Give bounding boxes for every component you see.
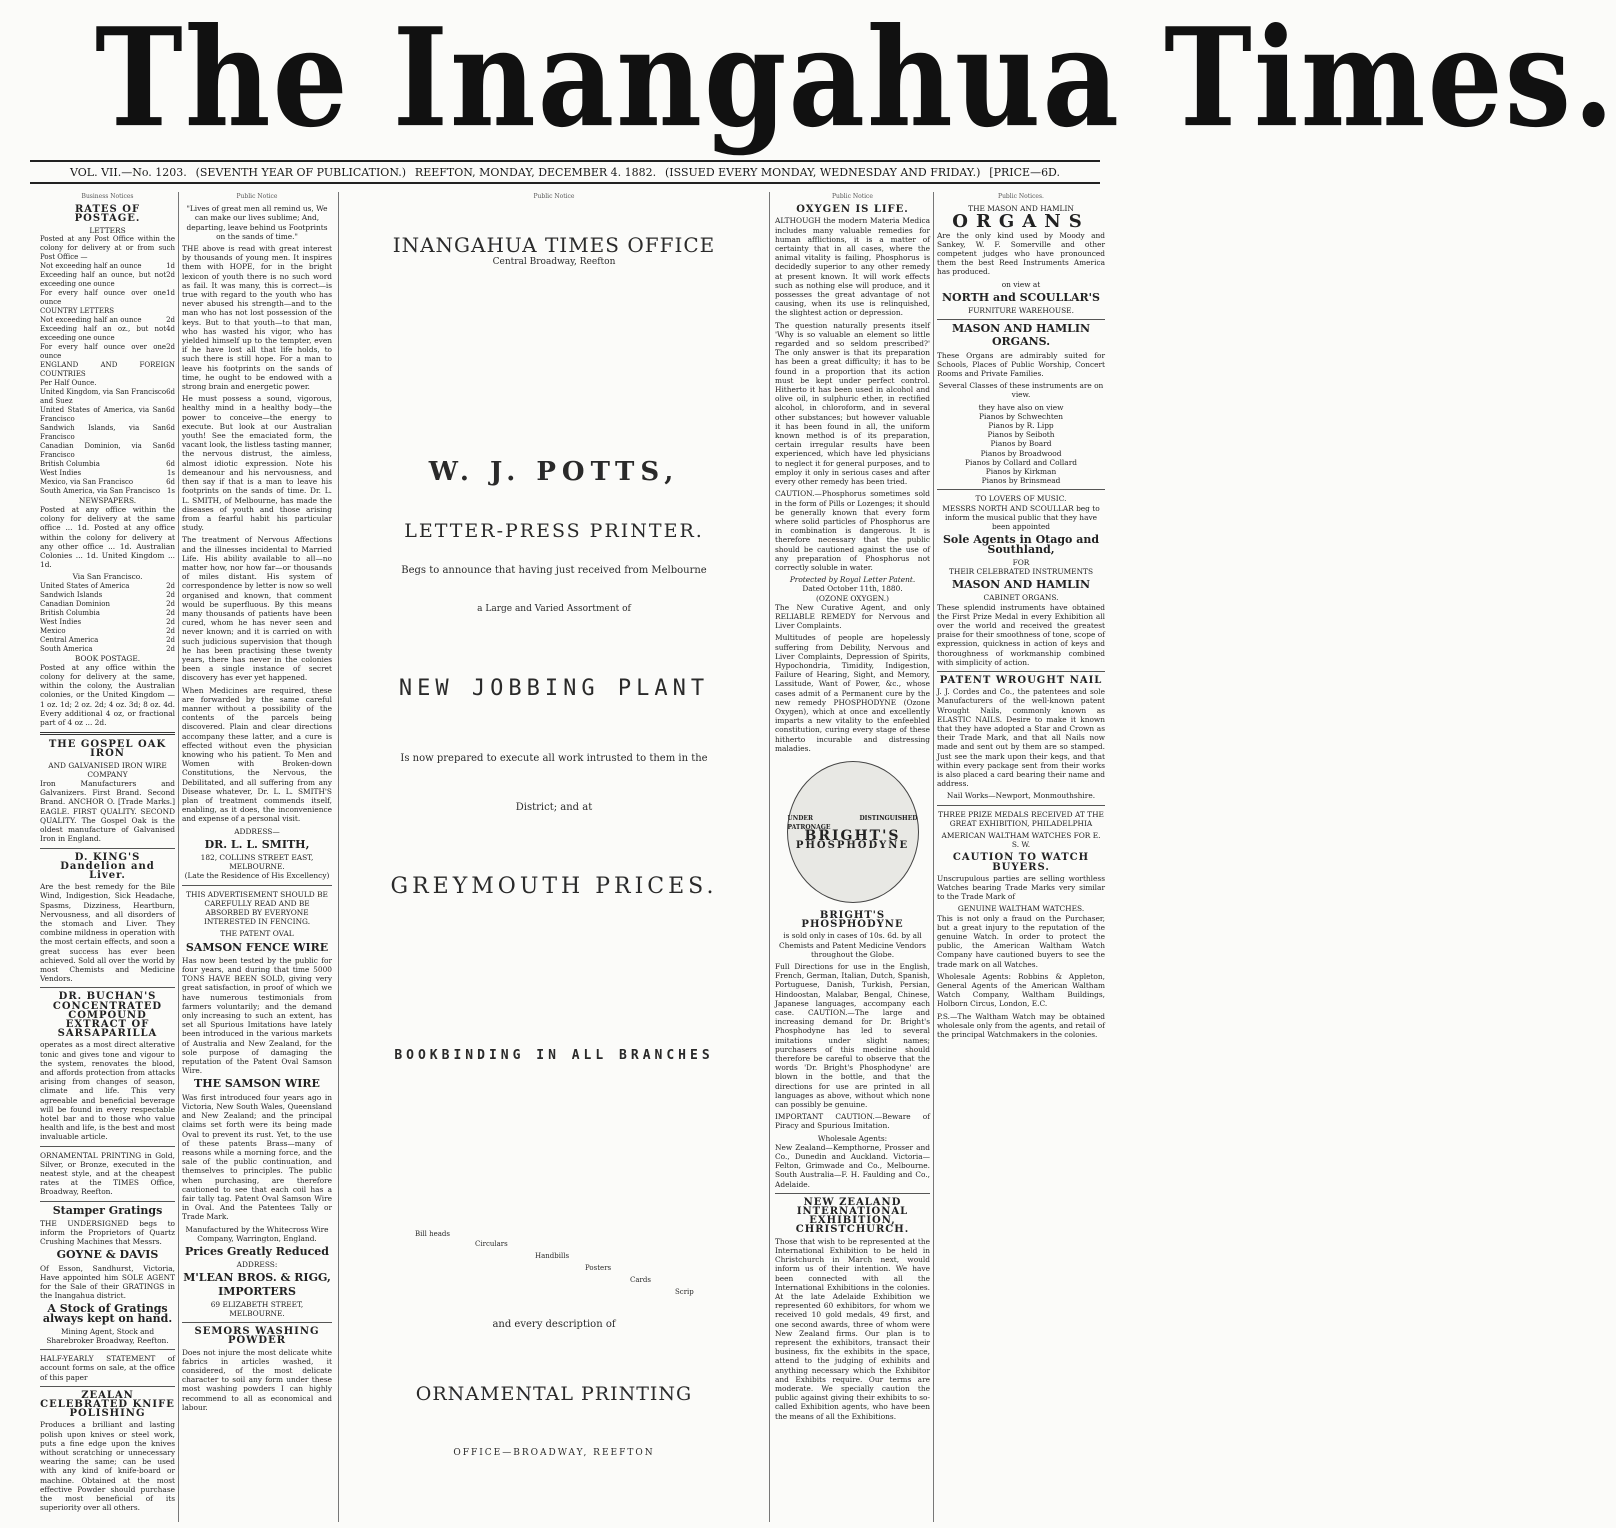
nz-exhibition-text: Those that wish to be represented at the International Exhibition to be held in Christchurch in March next, would inform us of their intention. We have been connected with all the International Exhibitions in the colonies. At the late Adelaide Exhibition we represented 60 exhibitors, for whom we received 10 gold medals, 49 first, and one second awards, three of whom were New Zealand firms. Our plan is to represent the exhibitors, transact their business, fix the exhibits in the space, attend to the judging of exhibits and anything necessary which the Exhibitor and Exhibits require. Our terms are moderate. We specially caution the public against giving their exhibits to so-called Exhibition agents, who have been the means of all the Exhibitions. [775,1236,930,1421]
column-3-display-ad [345,192,763,1522]
ad-prepared: Is now prepared to execute all work intrusted to them in the [400,752,708,764]
mason-cabinet: MASON AND HAMLIN [951,578,1091,592]
organs-2: ORGANS. [991,335,1051,349]
piano-item: Pianos by Schwechten [978,411,1063,421]
buchan-text: operates as a most direct alterative tonic and gives tone and vigour to the system, renovates the blood, and affords protection from attacks arising from changes of season, climate and life. This very agreeable and beneficial beverage will be found in every respectable hotel bar and to those who value health and life, is the best and most invaluable article. [40,1040,175,1142]
rate-row [40,442,175,460]
phosphodyne-seal [787,761,919,903]
column-rule [769,192,770,1522]
rate-label: United States of America, via San Francisco [40,405,167,423]
rate-label: Not exceeding half an ounce [40,261,142,270]
rate-value: 6d [166,405,175,414]
stock-gratings: A Stock of Gratings always kept on hand. [42,1302,173,1325]
multitudes: Multitudes of people are hopelessly suffering from Debility, Nervous and Liver Complaints, Depression of Spirits, Hypochondria, Timidity, Indigestion, Failure of Hearing, Sight, and Memory, Lassitude, Want of Power, &c., whose cases admit of a Permanent cure by the new remedy PHOSPHODYNE (Ozone Oxygen), which at once and excellently imparts a new vitality to the enfeebled constitution, curing every stage of these hitherto incurable and distressing maladies. [775,633,930,753]
divider [40,987,175,988]
rate-label: British Columbia [40,608,100,617]
divider [937,671,1105,672]
king-title: D. KING'S Dandelion and Liver. [60,851,155,881]
organs2-text: These Organs are admirably suited for Schools, Places of Public Worship, Concert Rooms and Private Families. [937,350,1105,379]
gospel-title: THE GOSPEL OAK IRON [48,739,167,760]
rate-row [40,361,175,379]
rate-row [40,609,175,618]
wholesale-label: Wholesale Agents: [817,1133,888,1143]
patent-nail-title: PATENT WROUGHT NAIL [939,674,1103,686]
ad-greymouth-prices: GREYMOUTH PRICES. [390,874,718,900]
rate-row [40,289,175,307]
column-header: Public Notice [533,193,575,200]
ad-office-address: OFFICE—BROADWAY, REEFTON [453,1447,655,1458]
smith-text-2: He must possess a sound, vigorous, healthy mind in a healthy body—the power to conceive—the energy to execute. But look at our Australian youth! See the emaciated form, the vacant look, the listless tasting manner, the nervous distrust, the aimless, almost idiotic expression. Note his demeanour and his nervousness, and then say if that is a man to leave his footprints on the sands of time. Dr. L. L. SMITH, of Melbourne, has made the diseases of youth and those arising from a fearful habit his particular study. [182,394,332,533]
seal-bottom: PHOSPHODYNE [795,840,910,852]
samson-fence-text: Has now been tested by the public for four years, and during that time 5000 TONS HAVE BEEN SOLD, giving very great satisfaction, in proof of which we have numerous testimonials from farmers voluntarily; and the demand only increasing to such an extent, has set all Spurious Imitations have lately been introduced in the various markets of Australia and New Zealand, for the sole purpose of damaging the reputation of the Patent Oval Samson Wire. [182,955,332,1076]
divider [937,805,1105,806]
rate-value: 6d [166,459,175,468]
bright-title: BRIGHT'S PHOSPHODYNE [801,909,904,931]
washing-title: SEMORS WASHING POWDER [194,1326,320,1347]
list-item: Handbills [535,1252,570,1261]
volume-number: VOL. VII.—No. 1203. [70,166,187,179]
piano-item: Pianos by Seiboth [987,430,1055,440]
rate-label: Sandwich Islands [40,590,103,599]
rate-value: 6d [166,477,175,486]
goyne-text: Of Esson, Sandhurst, Victoria, Have appointed him SOLE AGENT for the Sale of their GRATINGS in the Inangahua district. [40,1263,175,1301]
important-caution: IMPORTANT CAUTION.—Beware of Piracy and Spurious Imitation. [775,1112,930,1131]
on-view: on view at [1001,279,1041,289]
oxygen-text-3: CAUTION.—Phosphorus sometimes sold in the form of Pills or Lozenges; it should be generally known that every form where solid particles of Phosphorus are in combination is dangerous. It is therefore necessary that the public should be cautioned against the use of any preparation of Phosphorus not correctly soluble in water. [775,489,930,572]
divider [182,1322,332,1323]
ad-proprietor: W. J. POTTS, [428,456,680,487]
rate-label: Exceeding half an oz., but not exceeding one ounce [40,324,167,342]
rate-row [40,307,175,316]
rate-row [40,379,175,388]
manufactured-by: Manufactured by the Whitecross Wire Company, Warrington, England. [185,1224,329,1243]
rate-row [40,388,175,406]
ad-bookbinding: BOOKBINDING IN ALL BRANCHES [394,1048,714,1064]
news-rates [40,582,175,654]
advert-note: THIS ADVERTISEMENT SHOULD BE CAREFULLY READ AND BE ABSORBED BY EVERYONE INTERESTED IN FENCING. [186,889,328,927]
publication-year: (SEVENTH YEAR OF PUBLICATION.) [195,166,407,179]
column-1 [40,192,175,1522]
zealand-title: ZEALAN CELEBRATED KNIFE POLISHING [40,1389,175,1420]
rate-row [40,618,175,627]
rate-row [40,325,175,343]
samson-wire-text: Was first introduced four years ago in Victoria, New South Wales, Queensland and New Zealand; and the principal claims set forth were its being made Oval to prevent its rust. Yet, to the use of these patents Brass—many of reasons while a morning force, and the sale of the public continuation, and themselves to principles. The public when purchasing, are therefore cautioned to see that each coil has a fair tally tag. Patent Oval Samson Wire in Oval. And the Patentees Tally or Trade Mark. [182,1092,332,1222]
celebrated: THEIR CELEBRATED INSTRUMENTS [948,566,1094,576]
rate-row [40,487,175,496]
column-rule [933,192,934,1522]
dated: Dated October 11th, 1880. [802,584,903,594]
for-label: FOR [1012,557,1030,567]
divider [40,1386,175,1387]
rate-value: 6d [166,387,175,396]
several-classes: Several Classes of these instruments are on view. [938,381,1104,400]
rate-row [40,582,175,591]
rate-row [40,235,175,262]
divider [937,489,1105,490]
rate-label: Not exceeding half an ounce [40,315,142,324]
rate-row [40,600,175,609]
rate-label: United States of America [40,581,130,590]
agents: New Zealand—Kempthorne, Prosser and Co., Dunedin and Auckland. Victoria—Felton, Grimwade and Co., Melbourne. South Australia—F. H. Faulding and Co., Adelaide. [775,1142,930,1189]
doctor-address: 182, COLLINS STREET EAST, MELBOURNE. [200,853,314,872]
rate-value: 4d [166,324,175,333]
ad-stationery-list [345,1230,763,1320]
sole-agents: Sole Agents in Otago and Southland, [942,533,1100,556]
column-4 [775,192,930,1522]
oxygen-text-1: ALTHOUGH the modern Materia Medica includes many valuable remedies for human afflictions, it is a matter of certainty that in all cases, where the animal vitality is failing, Phosphorus is decidedly superior to any other remedy at present known. It will work effects such as nothing else will produce, and it possesses the great advantage of not causing, when its use is relinquished, the slightest action or depression. [775,216,930,318]
smith-text-1: THE above is read with great interest by thousands of young men. It inspires them with HOPE, for in the bright lexicon of youth there is no such word as fail. It was many, this is correct—is true with regard to the youth who has never abused his strength—and to the man who has not lost possession of the keys. But to that youth—to that man, who has wasted his vigor, who has yielded himself up to the tempter, even if he have lost all that life holds, to such there is still hope. For a man to leave his footprints on the sands of time, he ought to be endowed with a strong brain and energetic power. [182,244,332,392]
oxygen-text-2: The question naturally presents itself 'Why is so valuable an element so little regarded and so seldom prescribed?' The only answer is that its preparation has been a great difficulty; it has to be found in a proportion that its action must be kept under perfect control. Hitherto it has been used in alcohol and olive oil, in sulphuric ether, in rectified alcohol, in chloroform, and in several other substances; but however valuable it has been found in all, the uniform known method is of its preparation, certain irregular results have been experienced, which have led physicians to neglect it for general purposes, and to employ it only in serious cases and after every other remedy has been tried. [775,320,930,487]
ad-printer: LETTER-PRESS PRINTER. [404,519,704,542]
masthead [0,0,1616,158]
poem: "Lives of great men all remind us, We can make our lives sublime; And, departing, leave behind us Footprints on the sands of time." [186,204,328,241]
piano-item: Pianos by Collard and Collard [965,457,1077,467]
list-item: Scrip [675,1288,694,1297]
ad-district: District; and at [515,801,593,813]
doctor-note: (Late the Residence of His Excellency) [184,871,330,881]
rate-row [40,591,175,600]
ad-ornamental-printing: ORNAMENTAL PRINTING [415,1382,693,1405]
address2: ADDRESS: [236,1260,278,1270]
buchan-title: DR. BUCHAN'S CONCENTRATED COMPOUND EXTRACT OF SARSAPARILLA [52,991,163,1040]
list-item: Posters [585,1264,612,1273]
organs-heading: ORGANS [952,211,1090,233]
ad-every-description: and every description of [492,1319,616,1331]
prices-reduced: Prices Greatly Reduced [185,1244,329,1258]
they-have: they have also on view [978,402,1064,412]
divider [40,1349,175,1350]
importers: IMPORTERS [218,1284,296,1298]
list-item: Cards [630,1276,651,1285]
washing-text: Does not injure the most delicate white fabrics in articles washed, it considered, of the most delicate character to soil any form under these most washing powders I can highly recommend to all as economical and labour. [182,1347,332,1412]
postage-rates [40,235,175,496]
rate-value: 2d [166,608,175,617]
dateline [30,160,1100,184]
bright-sold: is sold only in cases of 10s. 6d. by all Chemists and Patent Medicine Vendors throughout the Globe. [778,931,927,959]
piano-item: Pianos by Brinsmead [981,476,1061,486]
smith-text-4: When Medicines are required, these are forwarded by the same careful manner without a possibility of the contents of the parcels being discovered. Plain and clear directions accompany these latter, and a cure is effected without even the physician knowing who his patient. To Men and Women with Broken-down Constitutions, the Nervous, the Debilitated, and all suffering from any Disease whatever, Dr. L. L. SMITH'S plan of treatment commends itself, enabling, as it does, the inconvenience and expense of a personal visit. [182,685,332,824]
rate-value: 2d [166,590,175,599]
rate-row [40,424,175,442]
ornamental-printing-ad: ORNAMENTAL PRINTING in Gold, Silver, or Bronze, executed in the neatest style, and at the cheapest rates at the TIMES Office, Broadway, Reefton. [40,1150,175,1197]
rate-row [40,478,175,487]
rate-value: 2d [166,270,175,279]
gospel-sub: AND GALVANISED IRON WIRE COMPANY [48,760,167,779]
rate-label: Per Half Ounce. [40,378,97,387]
rate-label: West Indies [40,617,82,626]
rate-label: South America, via San Francisco [40,486,161,495]
lovers-of-music: TO LOVERS OF MUSIC. [975,494,1067,504]
cabinet-organs: CABINET ORGANS. [983,593,1059,603]
rate-label: Mexico, via San Francisco [40,477,134,486]
newspapers-heading: NEWSPAPERS. [78,495,137,505]
elizabeth-street: 69 ELIZABETH STREET, MELBOURNE. [210,1299,304,1318]
rate-value: 2d [166,581,175,590]
piano-item: Pianos by Kirkman [985,467,1057,477]
protected: Protected by Royal Letter Patent. [789,575,916,585]
postage-title: RATES OF POSTAGE. [74,204,141,225]
samson-fence-title: SAMSON FENCE WIRE [185,940,329,954]
half-yearly: HALF-YEARLY STATEMENT of account forms on sale, at the office of this paper [40,1354,175,1382]
patent-oval: THE PATENT OVAL [220,929,294,939]
piano-item: Pianos by Broadwood [980,448,1062,458]
mclean-bros: M'LEAN BROS. & RIGG, [183,1271,331,1285]
bright-text: Full Directions for use in the English, French, German, Italian, Dutch, Spanish, Portuguese, Danish, Turkish, Persian, Hindoostan, Malabar, Bengal, Chinese, Japanese languages, accompany each case. CAUTION.—The large and increasing demand for Dr. Bright's Phosphodyne has led to several imitations under slight names; purchasers of this medicine should therefore be careful to observe that the words 'Dr. Bright's Phosphodyne' are blown in the bottle, and that the directions for use are printed in all languages as above, without which none can possibly be genuine. [775,962,930,1110]
ad-location: Central Broadway, Reefton [492,257,616,268]
divider [182,885,332,886]
cabinet-text: These splendid instruments have obtained the First Prize Medal in every Exhibition all over the world and received the greatest praise for their smoothness of tone, scope of expression, quickness in action of keys and thoroughness of workmanship combined with simplicity of action. [937,602,1105,667]
rate-value: 2d [166,617,175,626]
rate-label: South America [40,644,93,653]
stamper-text: THE UNDERSIGNED begs to inform the Proprietors of Quartz Crushing Machines that Messrs. [40,1218,175,1247]
rate-value: 6d [166,441,175,450]
ad-announce: Begs to announce that having just received from Melbourne [401,565,707,577]
divider [40,1146,175,1147]
stamper-title: Stamper Gratings [52,1203,163,1217]
column-header: Public Notices. [998,193,1044,200]
place-date: REEFTON, MONDAY, DECEMBER 4. 1882. [414,166,657,179]
rate-label: For every half ounce over one ounce [40,342,167,360]
newspaper-title: The Inangahua Times. [95,0,1616,158]
rate-value: 1s [166,468,175,477]
rate-row [40,271,175,289]
piano-item: Pianos by R. Lipp [988,421,1054,431]
column-header: Public Notice [832,193,873,200]
furniture-warehouse: FURNITURE WAREHOUSE. [968,306,1074,316]
column-rule [178,192,179,1522]
three-prize: THREE PRIZE MEDALS RECEIVED AT THE GREAT EXHIBITION, PHILADELPHIA [938,809,1104,828]
rate-label: British Columbia [40,459,100,468]
column-rule [338,192,339,1522]
ps-note: P.S.—The Waltham Watch may be obtained wholesale only from the agents, and retail of the principal Watchmakers in the colonies. [937,1011,1105,1040]
piano-list [937,412,1105,486]
organs-text: Are the only kind used by Moody and Sankey, W. F. Somerville and other competent judges who have pronounced them the best Reed Instruments America has produced. [937,230,1105,277]
rate-value: 1d [166,261,175,270]
rate-value: 2d [166,342,175,351]
goyne-davis: GOYNE & DAVIS [56,1248,159,1262]
newport: Nail Works—Newport, Monmouthshire. [946,791,1096,801]
nz-exhibition-title: NEW ZEALAND INTERNATIONAL EXHIBITION, CHRISTCHURCH. [795,1196,910,1236]
rate-value: 2d [166,315,175,324]
genuine-waltham: GENUINE WALTHAM WATCHES. [957,904,1085,914]
king-text: Are the best remedy for the Bile Wind, Indigestion, Sick Headache, Spasms, Dizziness, Heartburn, Nervousness, and all disorders of the stomach and Liver. They combine mildness in operation with the most certain effects, and soon a great success has ever been achieved. Sold all over the world by most Chemists and Medicine Vendors. [40,882,175,984]
mason-top: THE MASON AND HAMLIN [968,204,1074,214]
rate-row [40,343,175,361]
rate-value: 2d [166,599,175,608]
divider [40,732,175,735]
genuine-text: This is not only a fraud on the Purchaser, but a great injury to the reputation of the genuine Watch. In order to protect the public, the American Waltham Watch Company have cautioned buyers to see the trade mark on all Watches. [937,913,1105,969]
ad-office: INANGAHUA TIMES OFFICE [392,233,716,258]
rate-label: Canadian Dominion [40,599,111,608]
samson-wire-title: THE SAMSON WIRE [194,1077,320,1091]
letters-heading: LETTERS [89,225,126,235]
divider [40,848,175,849]
seal-top: BRIGHT'S [804,827,901,844]
rate-label: Mexico [40,626,66,635]
column-2 [182,192,332,1522]
rate-value: 2d [166,635,175,644]
book-post-heading: BOOK POSTAGE. [74,653,141,663]
divider [40,1201,175,1202]
mining-agent: Mining Agent, Stock and Sharebroker Broadway, Reefton. [46,1326,169,1346]
list-item: Circulars [475,1240,508,1249]
piano-item: Pianos by Board [990,439,1052,449]
messrs-text: MESSRS NORTH AND SCOULLAR beg to inform the musical public that they have been appointed [942,503,1100,532]
rate-value: 2d [166,626,175,635]
address-label: ADDRESS— [234,826,280,836]
rate-label: United Kingdom, via San Francisco and Suez [40,387,167,405]
divider [937,319,1105,320]
ad-jobbing-plant: NEW JOBBING PLANT [398,676,710,702]
rate-label: Sandwich Islands, via San Francisco [40,423,167,441]
via-sf: Via San Francisco. [72,572,143,582]
rate-label: Posted at any Post Office within the colony for delivery at or from such Post Office — [40,234,175,261]
doctor-name: DR. L. L. SMITH, [204,837,310,851]
column-header: Business Notices [81,193,134,200]
caution-watch-text: Unscrupulous parties are selling worthless Watches bearing Trade Marks very similar to the Trade Mark of [937,873,1105,902]
rate-row [40,316,175,325]
ad-assortment: a Large and Varied Assortment of [477,604,631,615]
rate-value: 1s [166,486,175,495]
rate-label: Exceeding half an ounce, but not exceeding one ounce [40,270,167,288]
price: [PRICE—6D. [989,166,1060,179]
rate-row [40,406,175,424]
north-scoullar: NORTH and SCOULLAR'S [942,290,1100,304]
rate-row [40,627,175,636]
rate-label: West Indies [40,468,82,477]
rate-label: COUNTRY LETTERS [40,306,115,315]
column-5 [937,192,1105,1522]
divider [775,1193,930,1194]
rate-label: For every half ounce over one ounce [40,288,167,306]
gospel-text: Iron Manufacturers and Galvanizers. First Brand. Second Brand. ANCHOR O. [Trade Marks.] EAGLE. FIRST QUALITY. SECOND QUALITY. The Gospel Oak is the oldest manufacture of Galvanised Iron in England. [40,779,175,844]
rate-row [40,636,175,645]
book-post-text: Posted at any office within the colony for delivery at the same, within the colony, the Australian colonies, or the United Kingdom — 1 oz. 1d; 2 oz. 2d; 4 oz. 3d; 8 oz. 4d. Every additional 4 oz, or fractional part of 4 oz ... 2d. [40,662,175,728]
seal-patronage: UNDER DISTINGUISHED PATRONAGE [787,814,918,831]
column-header: Public Notice [236,193,278,200]
ozone: (OZONE OXYGEN.) [816,593,889,603]
list-item: Bill heads [415,1230,450,1239]
newspapers-text: Posted at any office within the colony for delivery at the same office ... 1d. Posted at any office within the colony for delivery at any other office ... 1d. Australian Colonies ... 1d. United Kingdom ... 1d. [40,505,175,570]
wholesale-agents: Wholesale Agents: Robbins & Appleton, General Agents of the American Waltham Watch Company, Waltham Buildings, Holborn Circus, London, E.C. [937,971,1105,1009]
rate-value: 6d [166,423,175,432]
zealand-text: Produces a brilliant and lasting polish upon knives or steel work, puts a fine edge upon the knives without scratching or unnecessary wearing the same; can be used with any kind of knife-board or machine. Obtained at the most effective Powder should purchase the most beneficial of its superiority over all others. [40,1420,175,1513]
rate-row [40,645,175,654]
rate-label: Canadian Dominion, via San Francisco [40,441,167,459]
rate-row [40,262,175,271]
mason-hamlin: MASON AND HAMLIN [951,322,1091,336]
issue-schedule: (ISSUED EVERY MONDAY, WEDNESDAY AND FRIDAY.) [665,166,981,179]
rate-row [40,460,175,469]
patent-nail-text: J. J. Cordes and Co., the patentees and sole Manufacturers of the well-known patent Wrought Nails, commonly known as ELASTIC NAILS. Desire to make it known that they have adopted a Star and Crown as their Trade Mark, and that all Nails now made and sent out by them are so stamped. Just see the mark upon their kegs, and that within every package sent from their works is also placed a card bearing their name and address. [937,687,1105,789]
waltham: AMERICAN WALTHAM WATCHES FOR E. S. W. [941,830,1101,850]
rate-row [40,469,175,478]
rate-label: ENGLAND AND FOREIGN COUNTRIES [40,360,175,378]
caution-watch-title: CAUTION TO WATCH BUYERS. [952,852,1090,873]
oxygen-title: OXYGEN IS LIFE. [796,204,909,216]
rate-value: 2d [166,644,175,653]
rate-value: 1d [166,288,175,297]
rate-label: Central America [40,635,99,644]
curative: The New Curative Agent, and only RELIABLE REMEDY for Nervous and Liver Complaints. [775,602,930,631]
smith-text-3: The treatment of Nervous Affections and the illnesses incidental to Married Life. His ability available to all—no matter how, nor how far—or thousands of miles distant. His system of correspondence by letter is now so well organised and known, that comment would be superfluous. By this means many thousands of patients have been cured, whom he has never seen and never known; and it is carried on with such judicious supervision that though he has been practising these twenty years, there has never in the colonies been a single instance of secret discovery has ever yet happened. [182,535,332,683]
